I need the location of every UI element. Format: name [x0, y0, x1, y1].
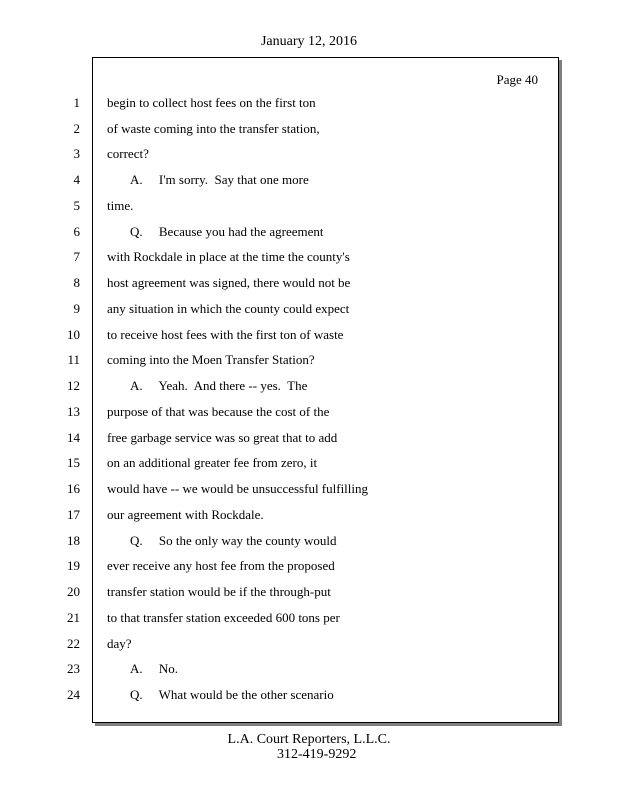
- line-number: 4: [73, 172, 80, 187]
- line-number: 17: [67, 507, 80, 522]
- transcript-line: to that transfer station exceeded 600 tons per: [107, 610, 340, 625]
- line-number: 11: [67, 352, 80, 367]
- line-number: 21: [67, 610, 80, 625]
- line-number: 7: [73, 249, 80, 264]
- line-number: 23: [67, 661, 80, 676]
- transcript-line: A. No.: [130, 661, 179, 676]
- transcript-line: time.: [107, 198, 134, 213]
- transcript-line: A. I'm sorry. Say that one more: [130, 172, 309, 187]
- transcript-line: Q. Because you had the agreement: [130, 224, 324, 239]
- line-number: 8: [73, 275, 80, 290]
- transcript-line: correct?: [107, 146, 149, 161]
- transcript-line: Q. What would be the other scenario: [130, 687, 334, 702]
- transcript-line: any situation in which the county could expect: [107, 301, 350, 316]
- transcript-line: transfer station would be if the through-put: [107, 584, 331, 599]
- line-number: 20: [67, 584, 80, 599]
- line-number: 24: [67, 687, 80, 702]
- line-number: 9: [73, 301, 80, 316]
- transcript-line: host agreement was signed, there would not be: [107, 275, 351, 290]
- transcript-line: begin to collect host fees on the first ton: [107, 95, 316, 110]
- line-number: 1: [73, 95, 80, 110]
- line-number: 18: [67, 533, 80, 548]
- line-number: 16: [67, 481, 80, 496]
- transcript-line: with Rockdale in place at the time the county's: [107, 249, 350, 264]
- transcript-line: purpose of that was because the cost of the: [107, 404, 330, 419]
- page-label: Page 40: [496, 72, 538, 87]
- line-number-column: [0, 0, 92, 800]
- line-number: 12: [67, 378, 80, 393]
- line-number: 2: [73, 121, 80, 136]
- transcript-line: of waste coming into the transfer station,: [107, 121, 320, 136]
- transcript-line: our agreement with Rockdale.: [107, 507, 264, 522]
- transcript-line: to receive host fees with the first ton of waste: [107, 327, 344, 342]
- line-number: 5: [73, 198, 80, 213]
- line-number: 15: [67, 455, 80, 470]
- line-number: 14: [67, 430, 80, 445]
- transcript-line: ever receive any host fee from the proposed: [107, 558, 335, 573]
- transcript-line: A. Yeah. And there -- yes. The: [130, 378, 308, 393]
- line-number: 3: [73, 146, 80, 161]
- line-number: 19: [67, 558, 80, 573]
- header-date: January 12, 2016: [260, 34, 358, 49]
- line-number: 6: [73, 224, 80, 239]
- transcript-line: on an additional greater fee from zero, it: [107, 455, 318, 470]
- line-number: 13: [67, 404, 80, 419]
- transcript-line: would have -- we would be unsuccessful fulfilling: [107, 481, 369, 496]
- transcript-line: coming into the Moen Transfer Station?: [107, 352, 315, 367]
- transcript-line: Q. So the only way the county would: [130, 533, 337, 548]
- footer-phone: 312-419-9292: [277, 747, 357, 762]
- transcript-line: free garbage service was so great that to add: [107, 430, 338, 445]
- line-number: 22: [67, 636, 80, 651]
- line-number: 10: [67, 327, 80, 342]
- footer-company: L.A. Court Reporters, L.L.C.: [227, 732, 391, 747]
- transcript-line: day?: [107, 636, 132, 651]
